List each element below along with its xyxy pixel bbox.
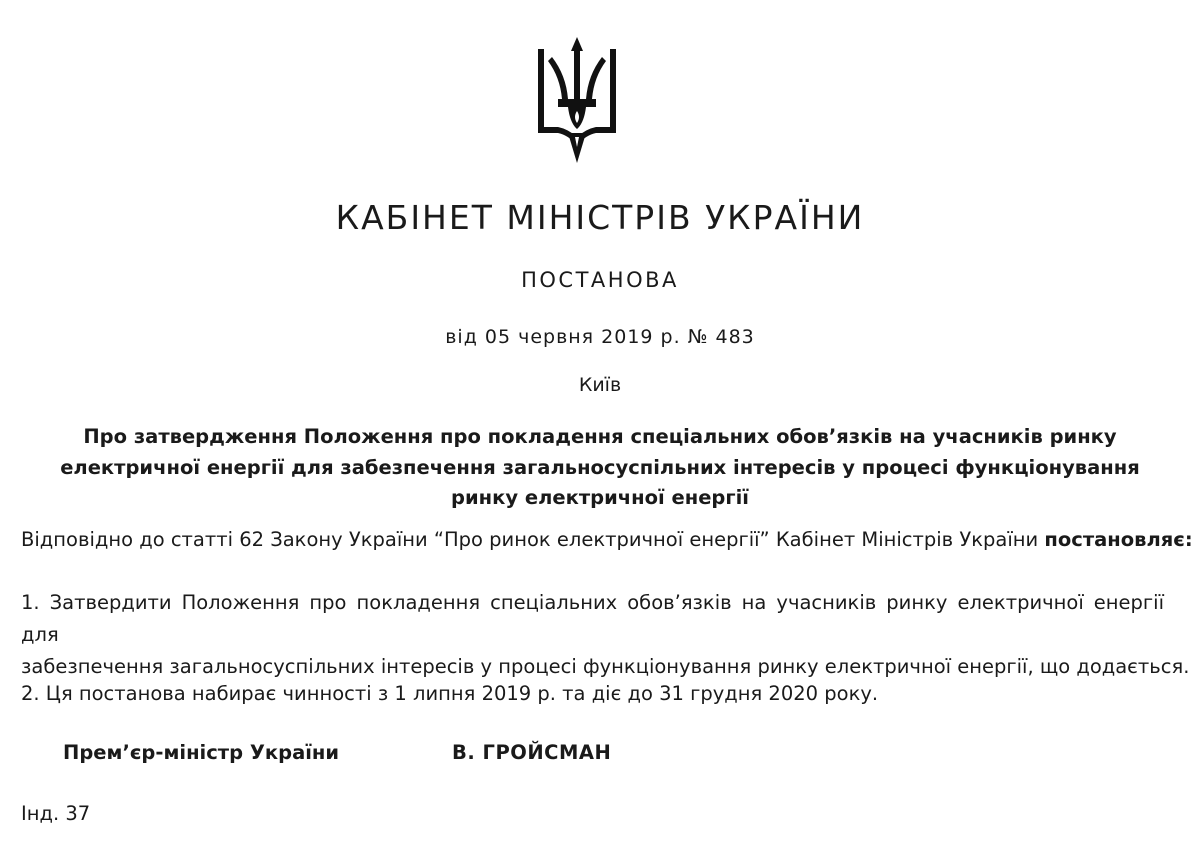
- signatory-position: Прем’єр-міністр України: [63, 741, 340, 764]
- decree-subject: [60, 422, 1140, 514]
- clause-2: 2. Ця постанова набирає чинності з 1 липня 2019 р. та діє до 31 грудня 2020 року.: [21, 682, 879, 705]
- institution-title: КАБІНЕТ МІНІСТРІВ УКРАЇНИ: [335, 198, 865, 237]
- document-type: ПОСТАНОВА: [521, 268, 679, 292]
- intro-bold-text: постановляє:: [1044, 528, 1193, 551]
- decree-date-number: від 05 червня 2019 р. № 483: [445, 326, 755, 348]
- document-index: Інд. 37: [21, 802, 91, 825]
- clause-1: [21, 587, 1190, 683]
- intro-paragraph: [21, 524, 1193, 556]
- clause-1-line: 1. Затвердити Положення про покладення спеціальних обов’язків на учасників ринку електричної енергії для: [21, 591, 1164, 646]
- subject-line: електричної енергії для забезпечення загальносуспільних інтересів у процесі функціонування: [60, 455, 1140, 479]
- decree-city: Київ: [578, 374, 622, 396]
- intro-text: Відповідно до статті 62 Закону України “Про ринок електричної енергії” Кабінет Міністрів України: [21, 528, 1045, 551]
- trident-coat-of-arms-icon: [538, 37, 616, 163]
- clause-1-line: забезпечення загальносуспільних інтересів у процесі функціонування ринку електричної енергії, що додається.: [21, 655, 1190, 678]
- subject-line: Про затвердження Положення про покладення спеціальних обов’язків на учасників ринку: [83, 425, 1117, 448]
- signatory-name: В. ГРОЙСМАН: [452, 741, 612, 764]
- subject-line: ринку електричної енергії: [451, 486, 749, 509]
